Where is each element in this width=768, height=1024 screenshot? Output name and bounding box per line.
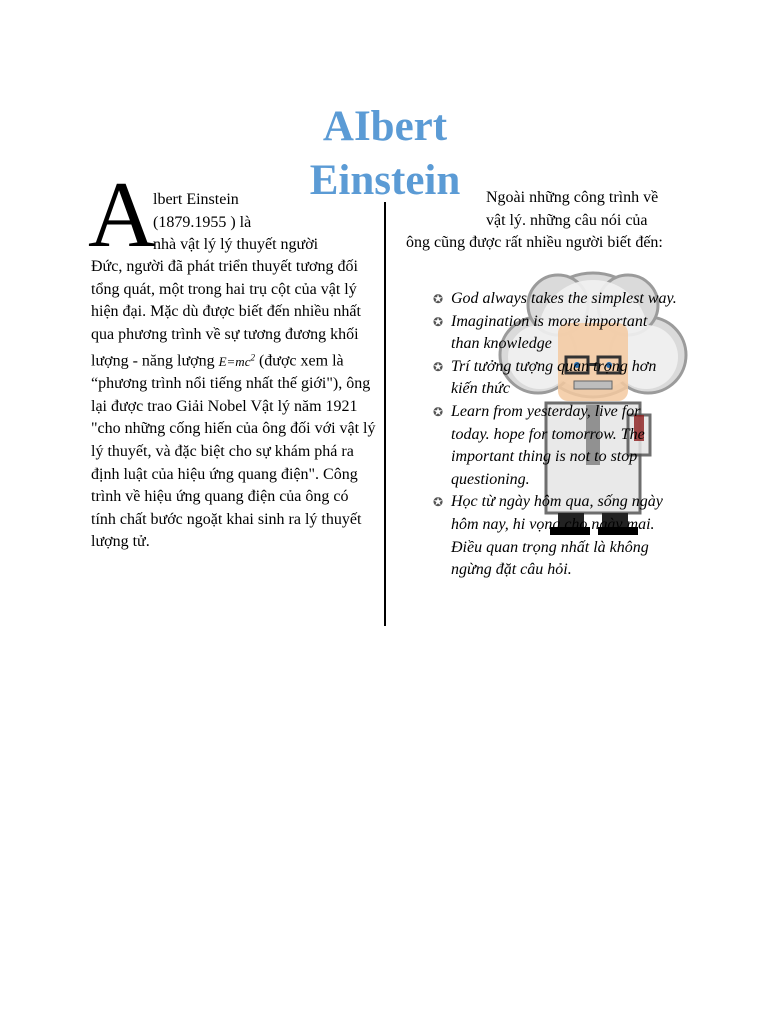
left-intro-line-1: lbert Einstein <box>153 191 239 208</box>
drop-cap: A <box>88 163 156 267</box>
quote-text: Imagination is more important than knowledge <box>451 312 648 353</box>
formula-exponent: 2 <box>250 352 255 363</box>
quote-text: Học từ ngày hôm qua, sống ngày hôm nay, hi vọng cho ngày mai. Điều quan trọng nhất là không ngừng đặt câu hỏi. <box>451 493 663 579</box>
left-intro-line-2: (1879.1955 ) là <box>153 213 252 231</box>
title-line-2: Einstein <box>309 157 461 204</box>
column-divider <box>384 202 386 626</box>
right-intro <box>486 187 686 232</box>
left-body-paragraph <box>91 256 376 554</box>
bullet-icon: ✪ <box>433 495 444 510</box>
bullet-icon: ✪ <box>433 314 444 329</box>
right-intro-rest: ông cũng được rất nhiều người biết đến: <box>406 234 663 251</box>
bullet-icon: ✪ <box>433 292 444 306</box>
quote-list <box>433 288 678 582</box>
left-body-text-2: (được xem là “phương trình nổi tiếng nhất thế giới"), ông lại được trao Giải Nobel Vật lý năm 1921 "cho những cống hiến của ông đối với vật lý lý thuyết, và đặc biệt cho sự khám phá ra định luật của hiệu ứng quang điện". Công trình về hiệu ứng quang điện của ông có tính chất bước ngoặt khai sinh ra lý thuyết lượng tử. <box>91 352 376 551</box>
left-body-text-1: Đức, người đã phát triển thuyết tương đối tổng quát, một trong hai trụ cột của vật lý hiện đại. Mặc dù được biết đến nhiều nhất qua phương trình về sự tương đương khối lượng - năng lượng <box>91 258 361 370</box>
quote-item <box>433 491 678 581</box>
title-line-1: AIbert <box>322 103 448 150</box>
bullet-icon: ✪ <box>433 404 444 419</box>
quote-text: Learn from yesterday, live for today. hope for tomorrow. The important thing is not to stop questioning. <box>451 402 645 488</box>
page-title <box>300 100 470 208</box>
quote-item <box>433 311 678 356</box>
right-intro-line-2: vật lý. những câu nói của <box>486 211 648 229</box>
quote-text: Trí tưởng tượng quan trọng hơn kiến thức <box>451 357 657 398</box>
right-intro-line-1: Ngoài những công trình về <box>486 189 659 206</box>
quote-item <box>433 288 678 311</box>
quote-item <box>433 356 678 401</box>
quote-item <box>433 401 678 491</box>
formula <box>219 354 255 369</box>
bullet-icon: ✪ <box>433 359 444 374</box>
quote-text: God always takes the simplest way. <box>451 290 677 307</box>
left-intro-line-3: nhà vật lý lý thuyết người <box>153 236 319 254</box>
formula-base: E=mc <box>218 353 251 369</box>
